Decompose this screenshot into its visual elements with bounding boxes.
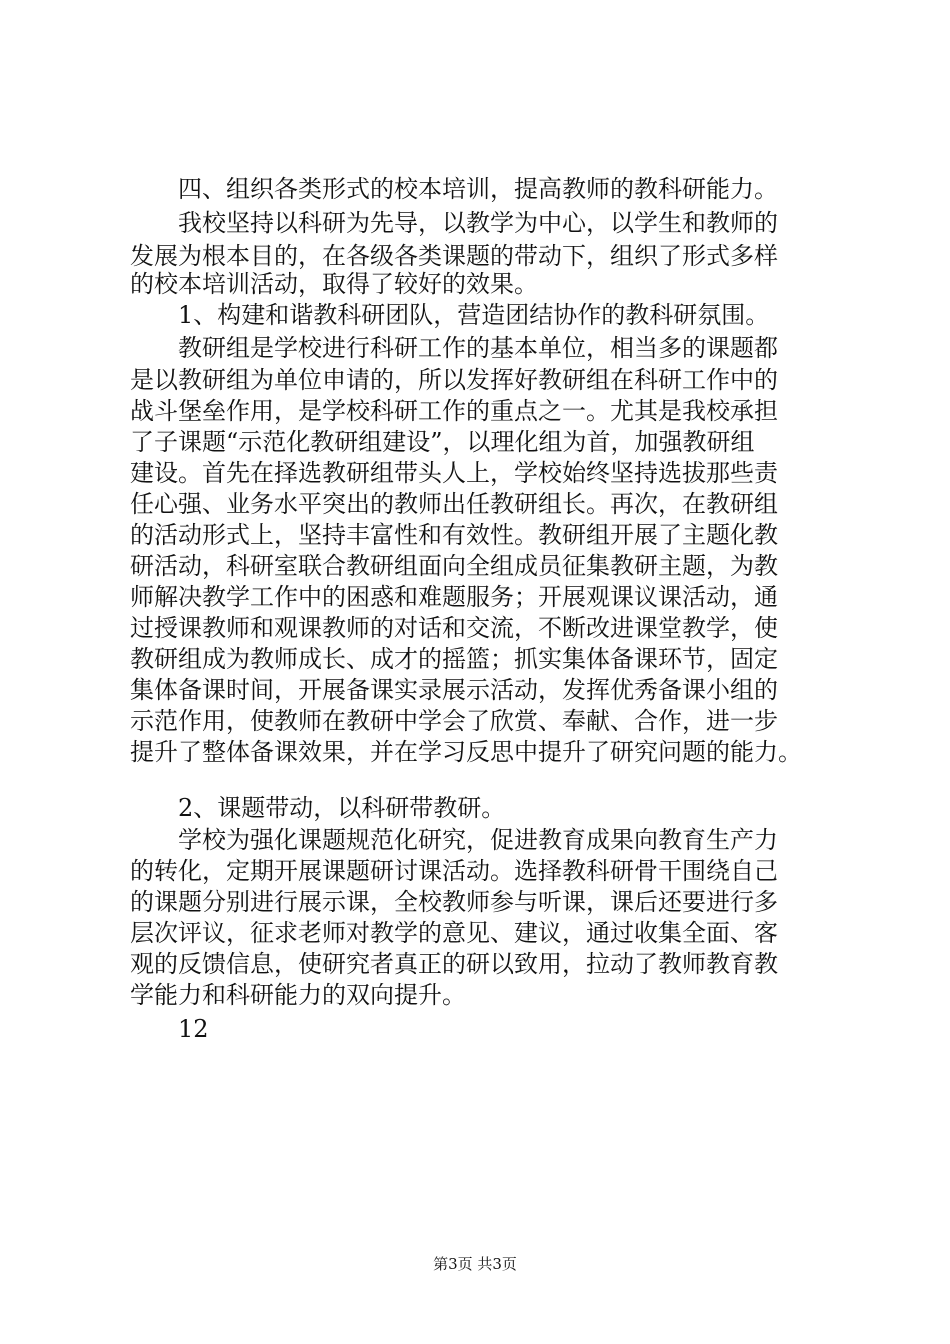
paragraph-line: 教研组成为教师成长、成才的摇篮；抓实集体备课环节，固定 — [130, 645, 778, 673]
paragraph-line: 了子课题“示范化教研组建设”，以理化组为首，加强教研组 — [130, 428, 755, 456]
paragraph-line: 学能力和科研能力的双向提升。 — [130, 981, 466, 1009]
subsection-heading: 1、构建和谐教科研团队，营造团结协作的教科研氛围。 — [178, 301, 770, 329]
paragraph-line: 示范作用，使教师在教研中学会了欣赏、奉献、合作，进一步 — [130, 707, 778, 735]
paragraph-line: 层次评议，征求老师对教学的意见、建议，通过收集全面、客 — [130, 919, 778, 947]
paragraph-line: 教研组是学校进行科研工作的基本单位，相当多的课题都 — [178, 334, 778, 362]
paragraph-line: 是以教研组为单位申请的，所以发挥好教研组在科研工作中的 — [130, 366, 778, 394]
paragraph-line: 研活动，科研室联合教研组面向全组成员征集教研主题，为教 — [130, 552, 778, 580]
paragraph-line: 战斗堡垒作用，是学校科研工作的重点之一。尤其是我校承担 — [130, 397, 778, 425]
paragraph-line: 的校本培训活动，取得了较好的效果。 — [130, 270, 538, 298]
page-footer: 第3页 共3页 — [433, 1255, 517, 1273]
paragraph-line: 集体备课时间，开展备课实录展示活动，发挥优秀备课小组的 — [130, 676, 778, 704]
paragraph-line: 观的反馈信息，使研究者真正的研以致用，拉动了教师教育教 — [130, 950, 778, 978]
paragraph-line: 学校为强化课题规范化研究，促进教育成果向教育生产力 — [178, 826, 778, 854]
paragraph-line: 建设。首先在择选教研组带头人上，学校始终坚持选拔那些责 — [130, 459, 778, 487]
paragraph-line: 师解决教学工作中的困惑和难题服务；开展观课议课活动，通 — [130, 583, 778, 611]
paragraph-line: 的课题分别进行展示课，全校教师参与听课，课后还要进行多 — [130, 888, 778, 916]
paragraph-line: 发展为根本目的，在各级各类课题的带动下，组织了形式多样 — [130, 242, 778, 270]
paragraph-line: 提升了整体备课效果，并在学习反思中提升了研究问题的能力。 — [130, 738, 802, 766]
paragraph-line: 过授课教师和观课教师的对话和交流，不断改进课堂教学，使 — [130, 614, 778, 642]
paragraph-line: 任心强、业务水平突出的教师出任教研组长。再次，在教研组 — [130, 490, 778, 518]
subsection-heading: 2、课题带动，以科研带教研。 — [178, 794, 506, 822]
paragraph-line: 的活动形式上，坚持丰富性和有效性。教研组开展了主题化教 — [130, 521, 778, 549]
paragraph-line: 我校坚持以科研为先导，以教学为中心，以学生和教师的 — [178, 209, 778, 237]
section-heading: 四、组织各类形式的校本培训，提高教师的教科研能力。 — [178, 175, 778, 203]
paragraph-line: 的转化，定期开展课题研讨课活动。选择教科研骨干围绕自己 — [130, 857, 778, 885]
trailing-number: 12 — [178, 1015, 209, 1043]
